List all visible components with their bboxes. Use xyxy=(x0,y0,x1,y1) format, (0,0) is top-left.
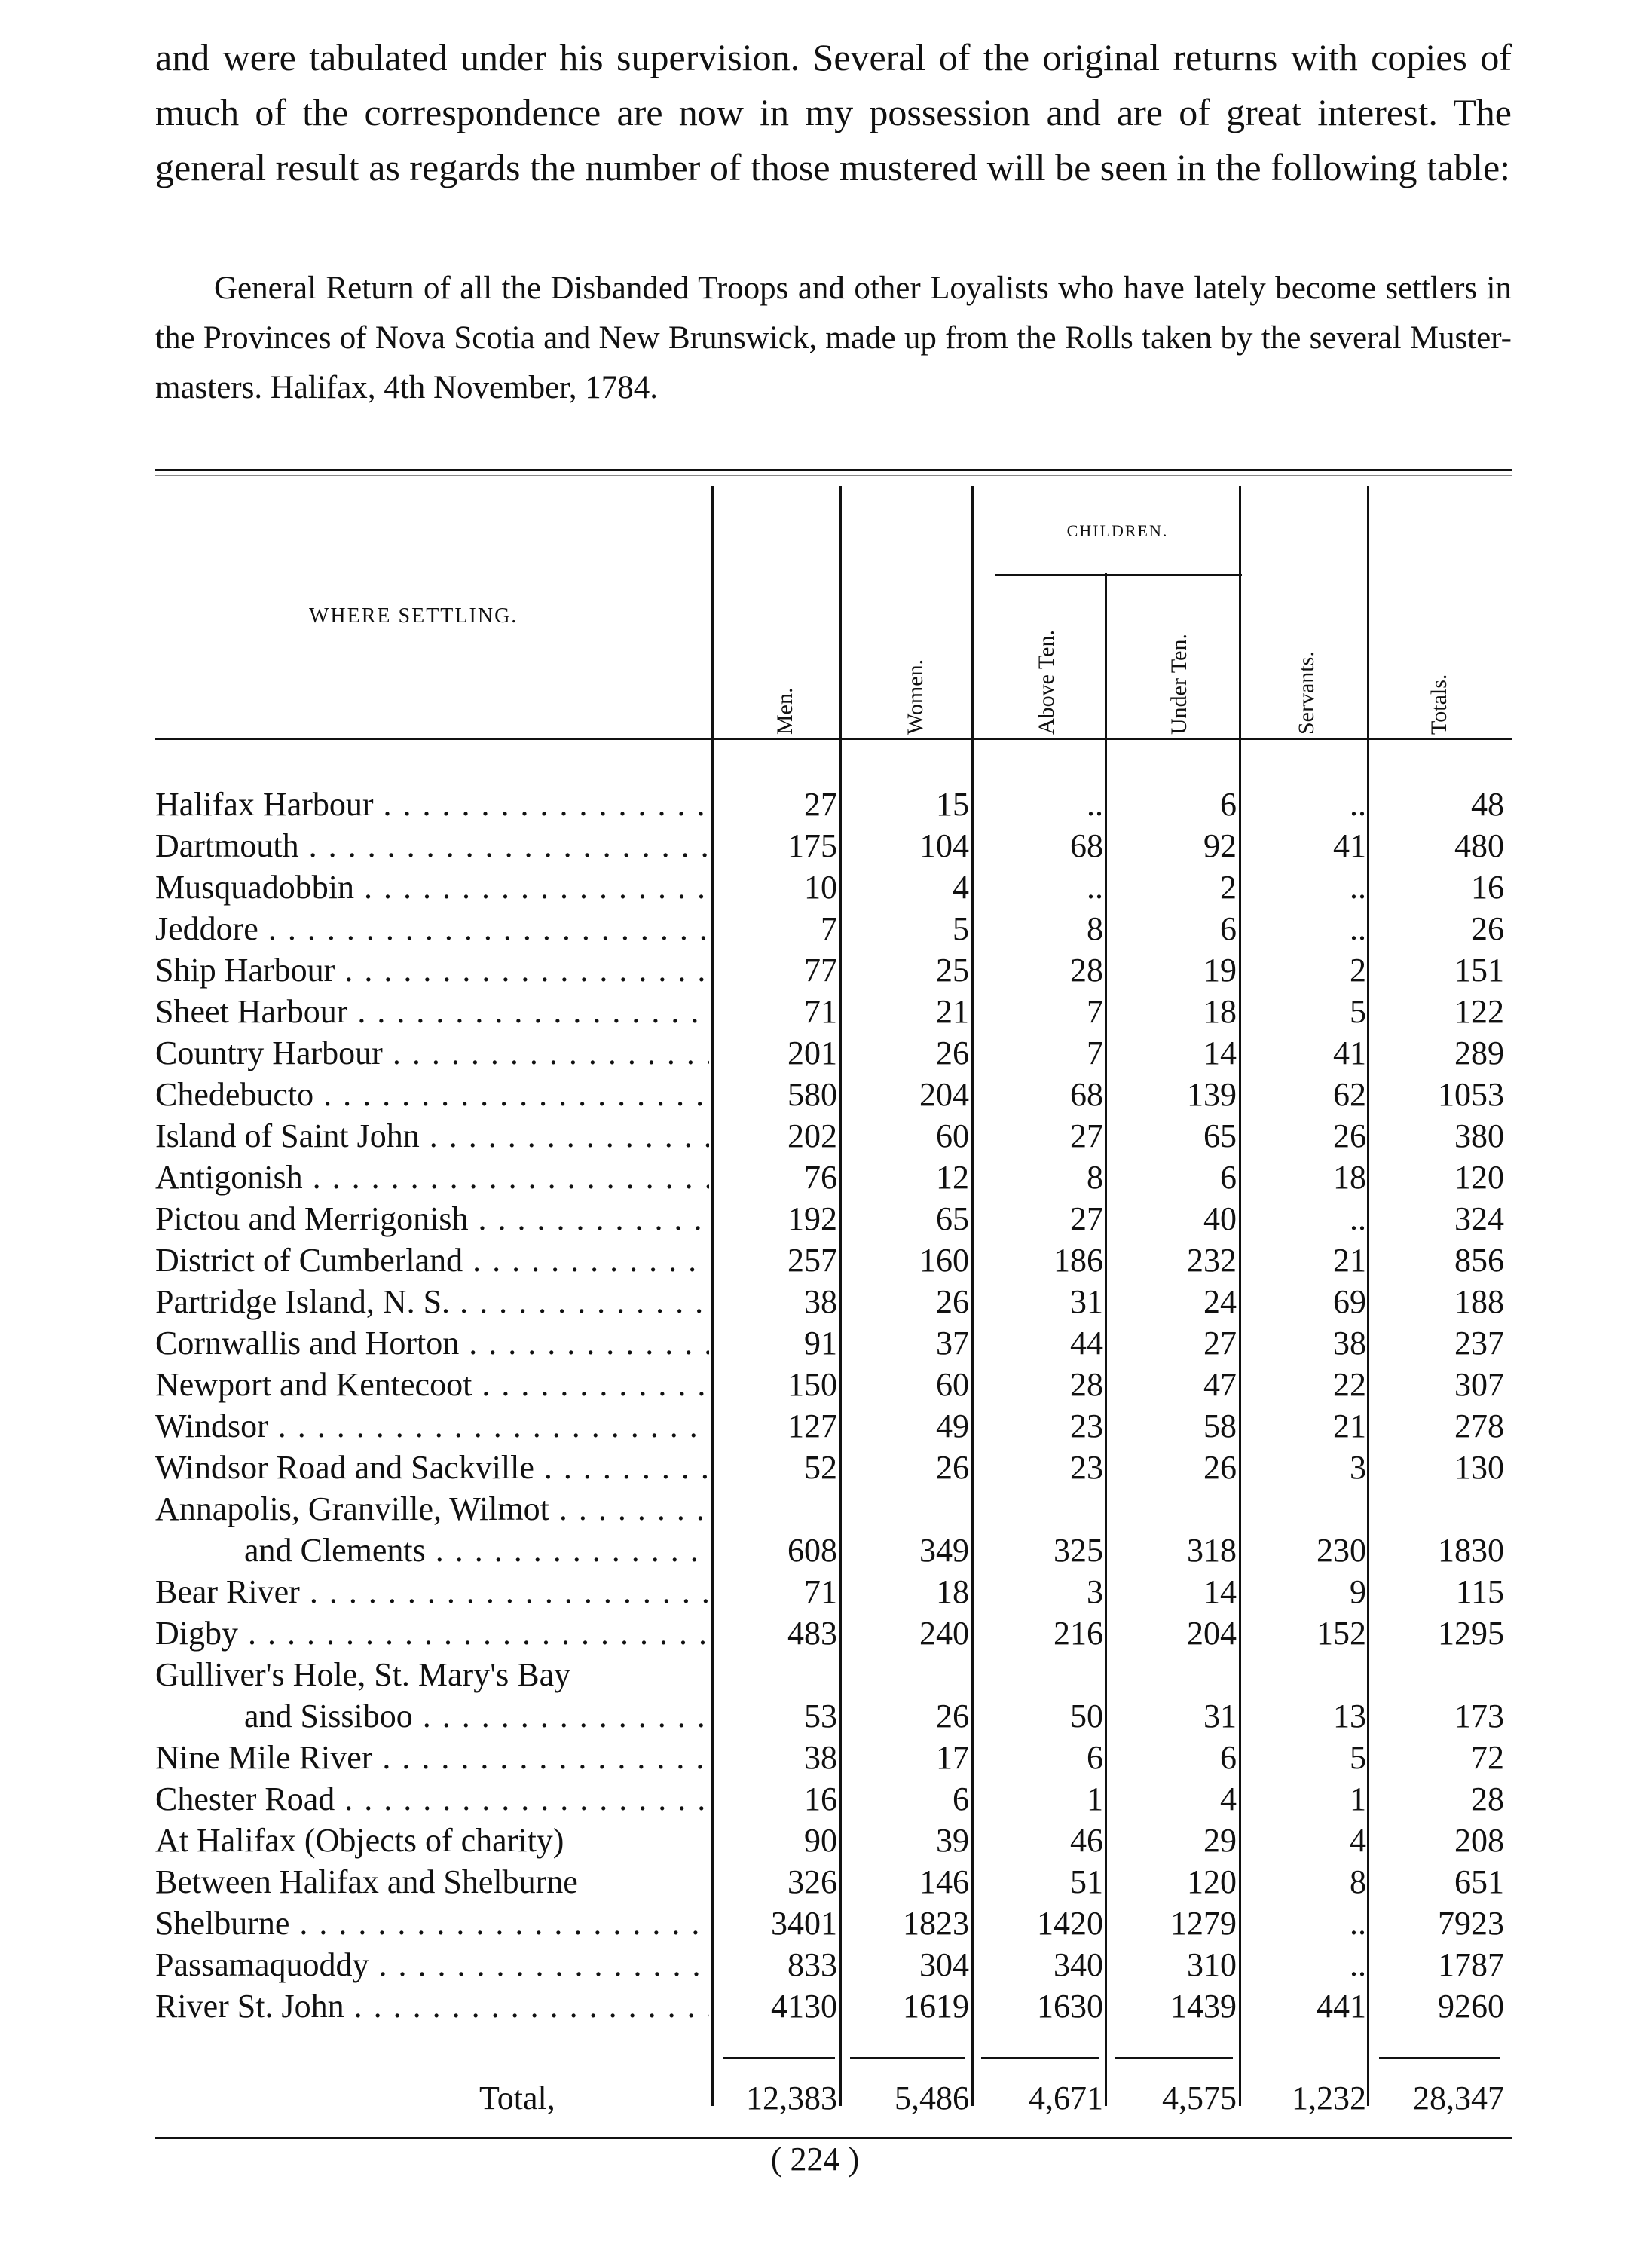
row-place: Windsor . . . xyxy=(155,1405,709,1447)
row-servants: 8 xyxy=(1350,1863,1366,1900)
row-women: 60 xyxy=(936,1117,969,1154)
row-under-ten: 6 xyxy=(1220,910,1237,947)
header-women: Women. xyxy=(903,659,928,735)
row-servants: .. xyxy=(1350,1946,1366,1983)
row-above-ten: 28 xyxy=(1070,1366,1103,1403)
row-women: 18 xyxy=(936,1573,969,1610)
table-row xyxy=(155,1364,1512,1406)
row-servants: .. xyxy=(1350,1200,1366,1237)
row-servants: 152 xyxy=(1317,1615,1366,1652)
row-servants: .. xyxy=(1350,1905,1366,1942)
table-row xyxy=(155,1778,1512,1820)
row-place: Sheet Harbour . . . xyxy=(155,991,709,1033)
row-above-ten: 44 xyxy=(1070,1325,1103,1362)
total-rule-totals xyxy=(1379,2057,1500,2059)
row-place: Passamaquoddy . . . xyxy=(155,1944,709,1986)
row-total: 1830 xyxy=(1438,1532,1504,1569)
table-row xyxy=(155,867,1512,909)
header-above-ten: Above Ten. xyxy=(1034,630,1059,735)
row-place: Antigonish . . . xyxy=(155,1157,709,1199)
row-men: 7 xyxy=(821,910,837,947)
row-women: 60 xyxy=(936,1366,969,1403)
row-women: 204 xyxy=(919,1076,969,1113)
row-under-ten: 318 xyxy=(1187,1532,1237,1569)
row-women: 26 xyxy=(936,1035,969,1071)
row-women: 160 xyxy=(919,1242,969,1279)
row-under-ten: 26 xyxy=(1203,1449,1237,1486)
row-women: 1619 xyxy=(903,1988,969,2025)
table-row xyxy=(155,991,1512,1033)
row-place: Dartmouth . . . xyxy=(155,825,709,867)
row-under-ten: 2 xyxy=(1220,869,1237,906)
row-above-ten: 340 xyxy=(1054,1946,1103,1983)
row-men: 38 xyxy=(804,1739,837,1776)
table-row xyxy=(155,1903,1512,1945)
table-top-rule-second xyxy=(155,475,1512,476)
row-above-ten: 31 xyxy=(1070,1283,1103,1320)
total-rule-men xyxy=(723,2057,835,2059)
row-under-ten: 204 xyxy=(1187,1615,1237,1652)
table-row xyxy=(155,1695,1512,1738)
intro-paragraph xyxy=(155,30,1512,195)
row-under-ten: 65 xyxy=(1203,1117,1237,1154)
row-under-ten: 92 xyxy=(1203,827,1237,864)
row-total: 480 xyxy=(1454,827,1504,864)
row-total: 151 xyxy=(1454,952,1504,989)
row-women: 12 xyxy=(936,1159,969,1196)
table-row xyxy=(155,1737,1512,1779)
row-total: 72 xyxy=(1471,1739,1504,1776)
total-label: Total, xyxy=(479,2080,555,2117)
row-women: 25 xyxy=(936,952,969,989)
table-row xyxy=(155,1612,1512,1655)
row-above-ten: .. xyxy=(1087,786,1103,823)
row-under-ten: 47 xyxy=(1203,1366,1237,1403)
row-servants: 441 xyxy=(1317,1988,1366,2025)
row-men: 483 xyxy=(787,1615,837,1652)
row-above-ten: 68 xyxy=(1070,827,1103,864)
table-row xyxy=(155,1820,1512,1862)
row-total: 237 xyxy=(1454,1325,1504,1362)
row-under-ten: 31 xyxy=(1203,1698,1237,1735)
row-place: At Halifax (Objects of charity) xyxy=(155,1822,564,1859)
table-caption xyxy=(155,264,1512,413)
row-servants: 5 xyxy=(1350,993,1366,1030)
row-above-ten: 28 xyxy=(1070,952,1103,989)
row-place: Jeddore . . . xyxy=(155,908,709,950)
row-men: 202 xyxy=(787,1117,837,1154)
caption-text: General Return of all the Disbanded Troops and other Loyalists who have lately become settlers in the Provinces of Nova Scotia and New Brunswick, made up from the Rolls taken by the several Muster-masters. Halifax, 4th November, 1784. xyxy=(155,271,1512,405)
row-under-ten: 310 xyxy=(1187,1946,1237,1983)
row-place: Pictou and Merrigonish . . . xyxy=(155,1198,709,1240)
row-servants: 13 xyxy=(1333,1698,1366,1735)
row-above-ten: 68 xyxy=(1070,1076,1103,1113)
row-men: 833 xyxy=(787,1946,837,1983)
row-women: 4 xyxy=(953,869,969,906)
row-men: 175 xyxy=(787,827,837,864)
total-rule-under xyxy=(1115,2057,1233,2059)
row-total: 208 xyxy=(1454,1822,1504,1859)
row-above-ten: 7 xyxy=(1087,1035,1103,1071)
table-row xyxy=(155,1985,1512,2028)
row-place: and Clements . . . xyxy=(155,1530,709,1572)
total-under-ten: 4,575 xyxy=(1162,2080,1237,2117)
row-place: Annapolis, Granville, Wilmot . . . xyxy=(155,1488,709,1530)
row-total: 115 xyxy=(1455,1573,1504,1610)
row-under-ten: 19 xyxy=(1203,952,1237,989)
row-women: 104 xyxy=(919,827,969,864)
row-women: 26 xyxy=(936,1698,969,1735)
table-row xyxy=(155,1861,1512,1903)
row-men: 580 xyxy=(787,1076,837,1113)
row-total: 16 xyxy=(1471,869,1504,906)
table-row xyxy=(155,1488,1512,1530)
row-place: Partridge Island, N. S. . . . xyxy=(155,1281,709,1323)
header-where-settling: WHERE SETTLING. xyxy=(309,604,518,628)
row-men: 201 xyxy=(787,1035,837,1071)
row-place: Country Harbour . . . xyxy=(155,1032,709,1074)
row-total: 1053 xyxy=(1438,1076,1504,1113)
table-row xyxy=(155,825,1512,867)
row-servants: 2 xyxy=(1350,952,1366,989)
page-number: ( 224 ) xyxy=(770,2141,860,2178)
row-place: Halifax Harbour . . . xyxy=(155,784,709,826)
row-women: 1823 xyxy=(903,1905,969,1942)
table-row xyxy=(155,1115,1512,1157)
row-above-ten: 1420 xyxy=(1037,1905,1103,1942)
row-servants: 18 xyxy=(1333,1159,1366,1196)
table-row xyxy=(155,1198,1512,1240)
row-under-ten: 1279 xyxy=(1170,1905,1237,1942)
row-place: District of Cumberland . . . xyxy=(155,1239,709,1282)
row-under-ten: 40 xyxy=(1203,1200,1237,1237)
row-total: 1787 xyxy=(1438,1946,1504,1983)
total-rule-women xyxy=(850,2057,965,2059)
row-servants: 41 xyxy=(1333,1035,1366,1071)
row-servants: .. xyxy=(1350,869,1366,906)
row-above-ten: 23 xyxy=(1070,1408,1103,1444)
row-total: 380 xyxy=(1454,1117,1504,1154)
row-servants: 21 xyxy=(1333,1242,1366,1279)
row-servants: 38 xyxy=(1333,1325,1366,1362)
table-row xyxy=(155,1571,1512,1613)
table-top-rule xyxy=(155,469,1512,471)
row-place: Chester Road . . . xyxy=(155,1778,709,1820)
row-under-ten: 6 xyxy=(1220,1739,1237,1776)
row-women: 17 xyxy=(936,1739,969,1776)
row-servants: 41 xyxy=(1333,827,1366,864)
table-row xyxy=(155,1944,1512,1986)
row-men: 150 xyxy=(787,1366,837,1403)
row-under-ten: 14 xyxy=(1203,1573,1237,1610)
row-total: 651 xyxy=(1454,1863,1504,1900)
row-place: Gulliver's Hole, St. Mary's Bay xyxy=(155,1656,571,1693)
row-above-ten: 23 xyxy=(1070,1449,1103,1486)
row-above-ten: 7 xyxy=(1087,993,1103,1030)
row-total: 7923 xyxy=(1438,1905,1504,1942)
row-men: 4130 xyxy=(771,1988,837,2025)
table-row xyxy=(155,908,1512,950)
row-place: Digby . . . xyxy=(155,1612,709,1655)
row-under-ten: 29 xyxy=(1203,1822,1237,1859)
row-men: 192 xyxy=(787,1200,837,1237)
table-row xyxy=(155,949,1512,992)
row-men: 71 xyxy=(804,1573,837,1610)
row-place: Nine Mile River . . . xyxy=(155,1737,709,1779)
row-total: 324 xyxy=(1454,1200,1504,1237)
row-under-ten: 4 xyxy=(1220,1780,1237,1817)
row-above-ten: 50 xyxy=(1070,1698,1103,1735)
row-servants: 5 xyxy=(1350,1739,1366,1776)
row-men: 91 xyxy=(804,1325,837,1362)
total-grand: 28,347 xyxy=(1413,2080,1504,2117)
row-total: 289 xyxy=(1454,1035,1504,1071)
row-men: 38 xyxy=(804,1283,837,1320)
table-row xyxy=(155,1157,1512,1199)
table-row xyxy=(155,1322,1512,1365)
row-above-ten: 27 xyxy=(1070,1117,1103,1154)
row-total: 856 xyxy=(1454,1242,1504,1279)
row-women: 37 xyxy=(936,1325,969,1362)
row-above-ten: 1 xyxy=(1087,1780,1103,1817)
row-place: Musquadobbin . . . xyxy=(155,867,709,909)
row-under-ten: 6 xyxy=(1220,1159,1237,1196)
row-total: 26 xyxy=(1471,910,1504,947)
row-under-ten: 27 xyxy=(1203,1325,1237,1362)
row-men: 257 xyxy=(787,1242,837,1279)
children-header-rule xyxy=(995,574,1242,576)
row-above-ten: 8 xyxy=(1087,910,1103,947)
row-total: 130 xyxy=(1454,1449,1504,1486)
row-place: Ship Harbour . . . xyxy=(155,949,709,992)
row-men: 10 xyxy=(804,869,837,906)
total-rule-above xyxy=(981,2057,1099,2059)
row-servants: 26 xyxy=(1333,1117,1366,1154)
totals-row xyxy=(155,2076,1512,2121)
row-servants: 230 xyxy=(1317,1532,1366,1569)
row-men: 608 xyxy=(787,1532,837,1569)
row-under-ten: 24 xyxy=(1203,1283,1237,1320)
row-above-ten: 27 xyxy=(1070,1200,1103,1237)
row-above-ten: 51 xyxy=(1070,1863,1103,1900)
row-place: Shelburne . . . xyxy=(155,1903,709,1945)
row-under-ten: 1439 xyxy=(1170,1988,1237,2025)
row-servants: 22 xyxy=(1333,1366,1366,1403)
table-bottom-rule xyxy=(155,2137,1512,2139)
row-above-ten: 1630 xyxy=(1037,1988,1103,2025)
intro-text: and were tabulated under his supervision. Several of the original returns with copies of much of the correspondence are now in my possession and are of great interest. The general result as regards the number of those mustered will be seen in the following table: xyxy=(155,36,1512,188)
row-place: River St. John . . . xyxy=(155,1985,709,2028)
row-men: 3401 xyxy=(771,1905,837,1942)
row-servants: 9 xyxy=(1350,1573,1366,1610)
total-women: 5,486 xyxy=(895,2080,969,2117)
table-row xyxy=(155,1654,1512,1696)
header-bottom-rule xyxy=(155,738,1512,740)
row-under-ten: 58 xyxy=(1203,1408,1237,1444)
row-total: 1295 xyxy=(1438,1615,1504,1652)
row-place: and Sissiboo . . . xyxy=(155,1695,709,1738)
row-servants: 21 xyxy=(1333,1408,1366,1444)
row-under-ten: 120 xyxy=(1187,1863,1237,1900)
row-total: 120 xyxy=(1454,1159,1504,1196)
total-men: 12,383 xyxy=(746,2080,837,2117)
row-place: Between Halifax and Shelburne xyxy=(155,1863,578,1900)
row-servants: .. xyxy=(1350,910,1366,947)
row-under-ten: 6 xyxy=(1220,786,1237,823)
row-under-ten: 18 xyxy=(1203,993,1237,1030)
row-women: 26 xyxy=(936,1283,969,1320)
row-place: Cornwallis and Horton . . . xyxy=(155,1322,709,1365)
row-above-ten: .. xyxy=(1087,869,1103,906)
row-women: 65 xyxy=(936,1200,969,1237)
row-total: 307 xyxy=(1454,1366,1504,1403)
row-men: 326 xyxy=(787,1863,837,1900)
row-women: 49 xyxy=(936,1408,969,1444)
row-under-ten: 14 xyxy=(1203,1035,1237,1071)
row-under-ten: 232 xyxy=(1187,1242,1237,1279)
row-servants: 1 xyxy=(1350,1780,1366,1817)
row-total: 278 xyxy=(1454,1408,1504,1444)
row-above-ten: 46 xyxy=(1070,1822,1103,1859)
row-men: 76 xyxy=(804,1159,837,1196)
row-women: 6 xyxy=(953,1780,969,1817)
row-total: 122 xyxy=(1454,993,1504,1030)
row-women: 349 xyxy=(919,1532,969,1569)
row-total: 9260 xyxy=(1438,1988,1504,2025)
row-above-ten: 186 xyxy=(1054,1242,1103,1279)
header-totals: Totals. xyxy=(1427,674,1451,735)
row-men: 71 xyxy=(804,993,837,1030)
table-row xyxy=(155,1447,1512,1489)
row-men: 77 xyxy=(804,952,837,989)
row-women: 21 xyxy=(936,993,969,1030)
row-place: Bear River . . . xyxy=(155,1571,709,1613)
row-place: Island of Saint John . . . xyxy=(155,1115,709,1157)
row-women: 39 xyxy=(936,1822,969,1859)
table-row xyxy=(155,1405,1512,1447)
header-servants: Servants. xyxy=(1294,651,1319,735)
total-servants: 1,232 xyxy=(1292,2080,1366,2117)
row-above-ten: 216 xyxy=(1054,1615,1103,1652)
row-men: 16 xyxy=(804,1780,837,1817)
row-servants: 69 xyxy=(1333,1283,1366,1320)
table-row xyxy=(155,784,1512,826)
table-row xyxy=(155,1239,1512,1282)
table-row xyxy=(155,1074,1512,1116)
header-under-ten: Under Ten. xyxy=(1167,634,1191,735)
row-women: 15 xyxy=(936,786,969,823)
row-women: 146 xyxy=(919,1863,969,1900)
header-children: CHILDREN. xyxy=(1066,521,1169,540)
row-servants: .. xyxy=(1350,786,1366,823)
table-row xyxy=(155,1281,1512,1323)
row-above-ten: 6 xyxy=(1087,1739,1103,1776)
row-total: 173 xyxy=(1454,1698,1504,1735)
row-total: 28 xyxy=(1471,1780,1504,1817)
row-men: 27 xyxy=(804,786,837,823)
table-row xyxy=(155,1530,1512,1572)
row-servants: 4 xyxy=(1350,1822,1366,1859)
row-above-ten: 8 xyxy=(1087,1159,1103,1196)
row-women: 5 xyxy=(953,910,969,947)
row-place: Newport and Kentecoot . . . xyxy=(155,1364,709,1406)
row-above-ten: 325 xyxy=(1054,1532,1103,1569)
row-total: 188 xyxy=(1454,1283,1504,1320)
row-total: 48 xyxy=(1471,786,1504,823)
row-women: 26 xyxy=(936,1449,969,1486)
row-women: 304 xyxy=(919,1946,969,1983)
row-above-ten: 3 xyxy=(1087,1573,1103,1610)
row-men: 127 xyxy=(787,1408,837,1444)
header-men: Men. xyxy=(772,687,797,735)
row-men: 52 xyxy=(804,1449,837,1486)
row-servants: 62 xyxy=(1333,1076,1366,1113)
total-above-ten: 4,671 xyxy=(1029,2080,1103,2117)
row-servants: 3 xyxy=(1350,1449,1366,1486)
row-men: 53 xyxy=(804,1698,837,1735)
row-place: Windsor Road and Sackville . . . xyxy=(155,1447,709,1489)
row-women: 240 xyxy=(919,1615,969,1652)
row-place: Chedebucto . . . xyxy=(155,1074,709,1116)
row-men: 90 xyxy=(804,1822,837,1859)
row-under-ten: 139 xyxy=(1187,1076,1237,1113)
table-row xyxy=(155,1032,1512,1074)
